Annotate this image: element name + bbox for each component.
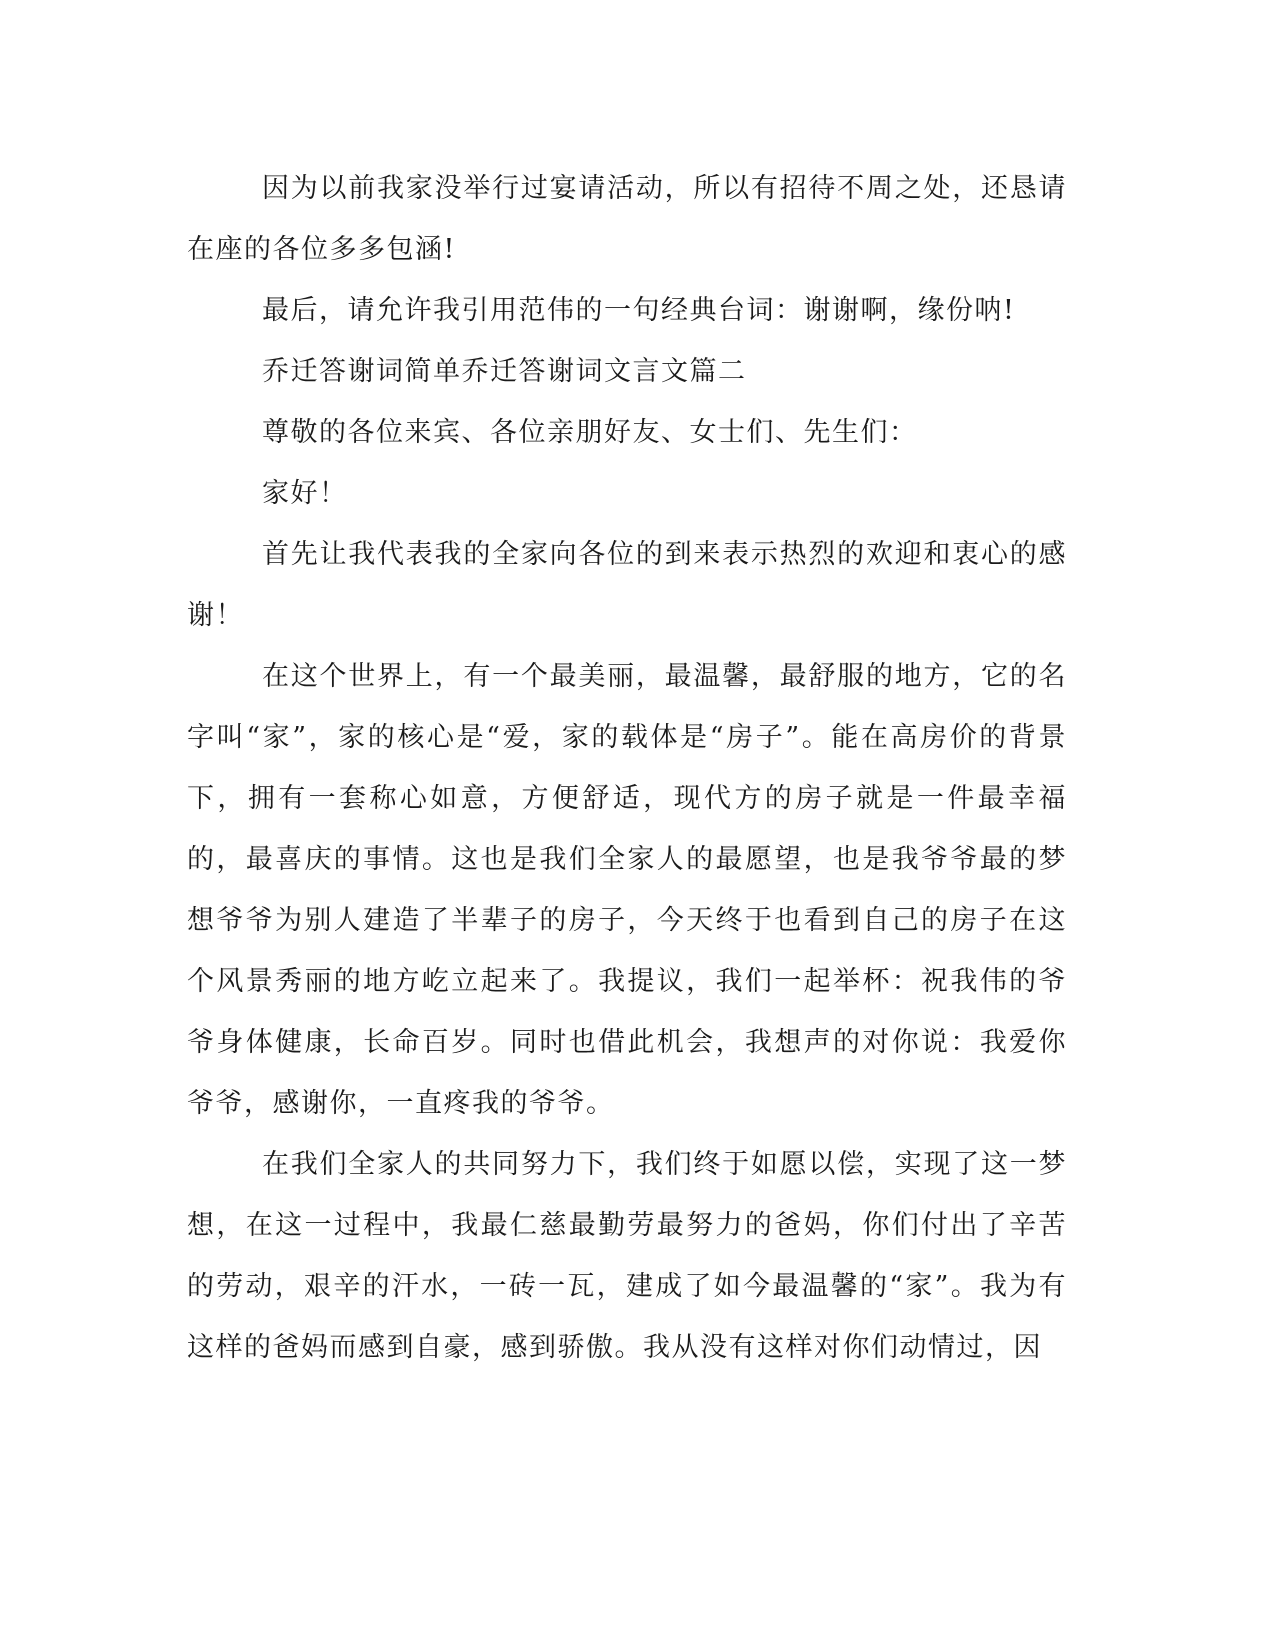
paragraph-welcome: 首先让我代表我的全家向各位的到来表示热烈的欢迎和衷心的感谢！ bbox=[187, 539, 1067, 631]
paragraph-apology: 因为以前我家没举行过宴请活动，所以有招待不周之处，还恳请在座的各位多多包涵! bbox=[187, 173, 1067, 265]
section-heading: 乔迁答谢词简单乔迁答谢词文言文篇二 bbox=[262, 356, 747, 387]
paragraph-closing-quote: 最后，请允许我引用范伟的一句经典台词：谢谢啊，缘份呐! bbox=[262, 295, 1016, 326]
salutation: 尊敬的各位来宾、各位亲朋好友、女士们、先生们： bbox=[262, 417, 918, 448]
document-body bbox=[187, 158, 1067, 1378]
paragraph-parents: 在我们全家人的共同努力下，我们终于如愿以偿，实现了这一梦想，在这一过程中，我最仁慈最勤劳最努力的爸妈，你们付出了辛苦的劳动，艰辛的汗水，一砖一瓦，建成了如今最温馨的“家”。我为有这样的爸妈而感到自豪，感到骄傲。我从没有这样对你们动情过，因 bbox=[187, 1149, 1067, 1363]
paragraph-home: 在这个世界上，有一个最美丽，最温馨，最舒服的地方，它的名字叫“家”，家的核心是“爱，家的载体是“房子”。能在高房价的背景下，拥有一套称心如意，方便舒适，现代方的房子就是一件最幸福的，最喜庆的事情。这也是我们全家人的最愿望，也是我爷爷最的梦想爷爷为别人建造了半辈子的房子，今天终于也看到自己的房子在这个风景秀丽的地方屹立起来了。我提议，我们一起举杯：祝我伟的爷爷身体健康，长命百岁。同时也借此机会，我想声的对你说：我爱你爷爷，感谢你，一直疼我的爷爷。 bbox=[187, 661, 1067, 1119]
greeting: 家好！ bbox=[262, 478, 348, 509]
